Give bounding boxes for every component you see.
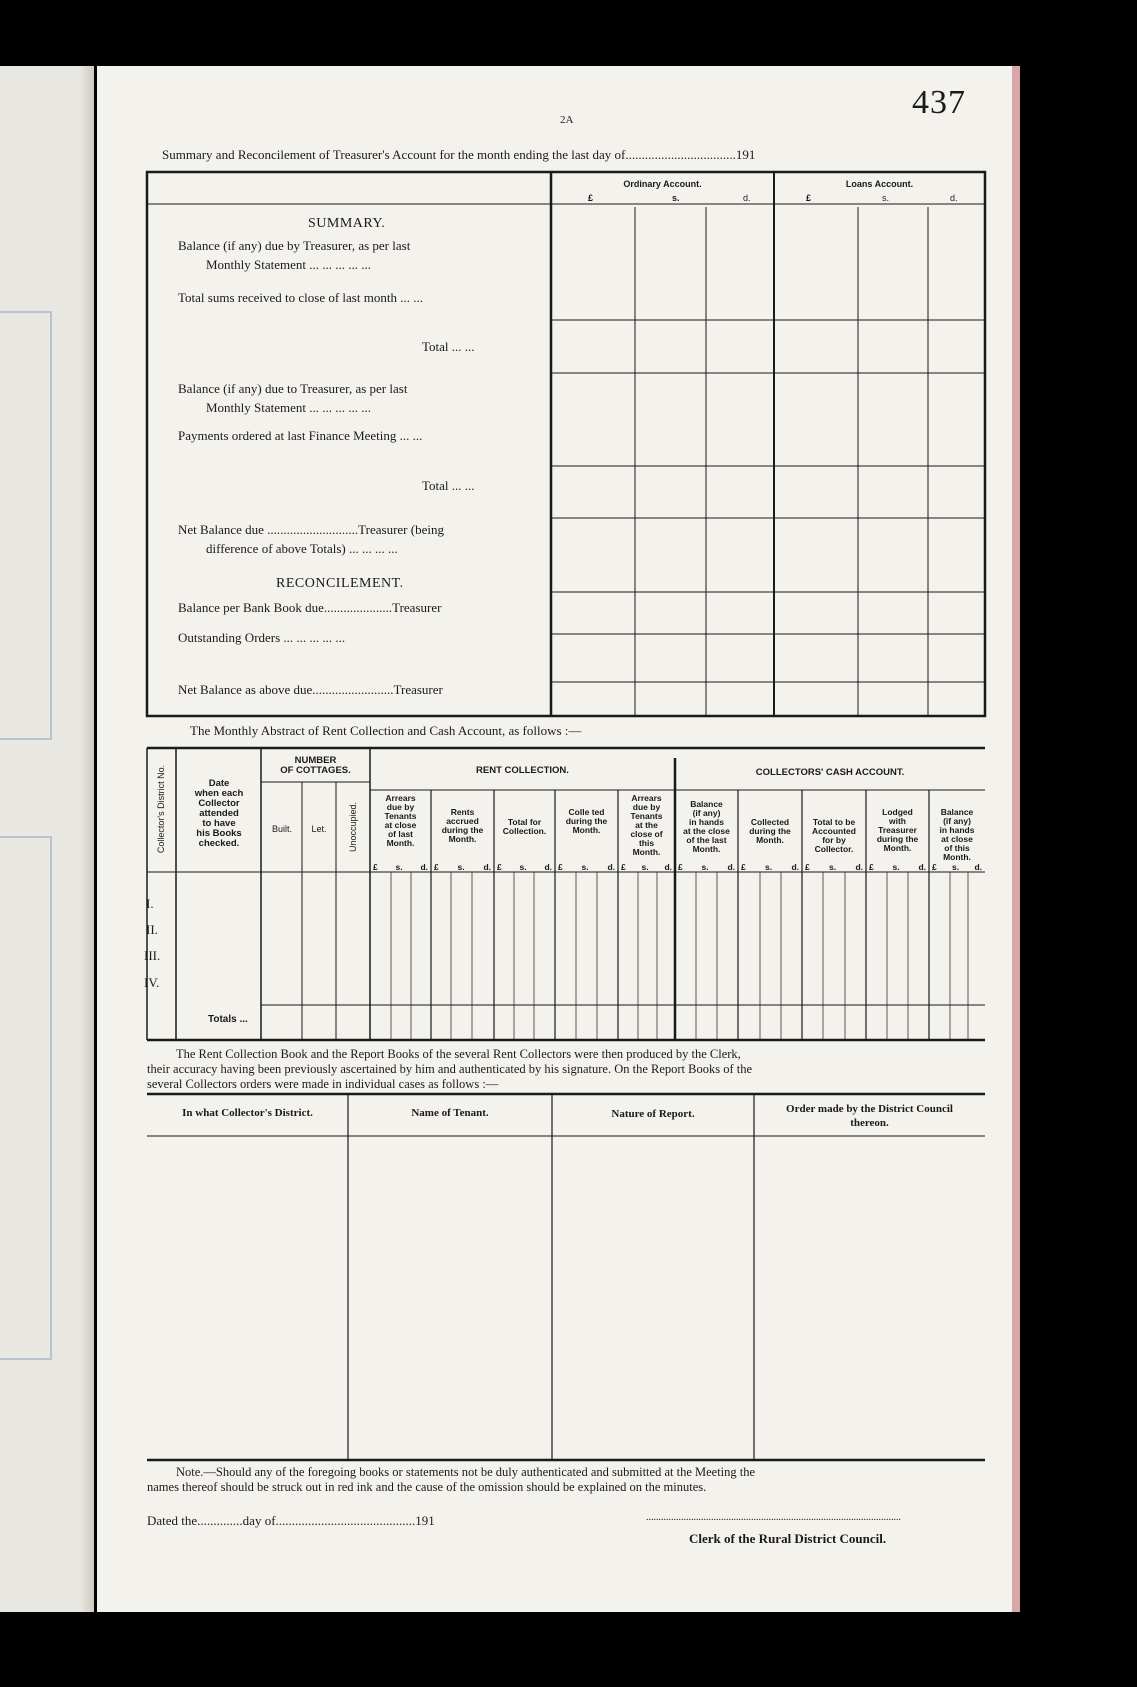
money-units: £ s. d. bbox=[434, 862, 491, 872]
loans-pound: £ bbox=[806, 193, 812, 203]
col-let: Let. bbox=[311, 824, 327, 834]
rent-col-text: during the bbox=[565, 816, 608, 826]
date-header-line: to have bbox=[202, 818, 236, 829]
rent-col-5 bbox=[618, 794, 675, 857]
money-units: £ s. d. bbox=[558, 862, 615, 872]
reconcile-line-bank-book: Balance per Bank Book due.....................Treasurer bbox=[178, 600, 442, 615]
summary-line-payments-ordered: Payments ordered at last Finance Meeting ... ... bbox=[178, 428, 423, 443]
rent-col-3 bbox=[494, 818, 555, 836]
summary-line-net-balance: Net Balance due ............................Treasurer (being bbox=[178, 522, 444, 537]
district-II: II. bbox=[146, 922, 158, 937]
summary-line-total-received: Total sums received to close of last month ... ... bbox=[178, 290, 423, 305]
money-units: £ s. d. bbox=[805, 862, 863, 872]
col-collectors-district: Collector's District No. bbox=[156, 764, 166, 854]
rent-col-text: this bbox=[638, 838, 655, 848]
cash-account-heading: COLLECTORS' CASH ACCOUNT. bbox=[755, 767, 905, 778]
rent-col-text: Month. bbox=[632, 847, 661, 857]
cash-col-text: Collected bbox=[750, 817, 790, 827]
ordinary-pound: £ bbox=[588, 193, 594, 203]
cash-col-3 bbox=[802, 818, 866, 854]
ordinary-pence: d. bbox=[743, 193, 751, 203]
cash-col-text: during the bbox=[749, 826, 791, 836]
date-header-line: when each bbox=[194, 788, 244, 799]
summary-title: Summary and Reconcilement of Treasurer's Account for the month ending the last day of..................................191 bbox=[162, 147, 756, 162]
rent-col-text: Colle ted bbox=[568, 807, 605, 817]
money-units: £ s. d. bbox=[621, 862, 672, 872]
rent-col-text: Rents bbox=[450, 807, 475, 817]
summary-line-net-balance-cont: difference of above Totals) ... ... ... ... bbox=[206, 541, 398, 556]
report-col-tenant: Name of Tenant. bbox=[411, 1107, 489, 1119]
money-units: £ s. d. bbox=[932, 862, 982, 872]
cash-col-text: at close bbox=[941, 834, 973, 844]
district-I: I. bbox=[146, 896, 154, 911]
date-header-line: checked. bbox=[198, 838, 240, 849]
report-col-district: In what Collector's District. bbox=[182, 1107, 313, 1119]
cash-col-text: Balance bbox=[940, 807, 974, 817]
district-IV: IV. bbox=[144, 975, 160, 990]
cash-col-text: Month. bbox=[943, 852, 971, 862]
cash-col-text: (if any) bbox=[692, 808, 721, 818]
summary-total-2: Total ... ... bbox=[422, 478, 475, 493]
cash-col-text: during the bbox=[876, 834, 919, 844]
cottages-header-line: NUMBER bbox=[294, 755, 337, 766]
loans-pence: d. bbox=[950, 193, 958, 203]
cash-col-text: Month. bbox=[692, 844, 721, 854]
reconcilement-heading: RECONCILEMENT. bbox=[276, 576, 404, 591]
ordinary-account-header: Ordinary Account. bbox=[623, 179, 702, 189]
report-paragraph-3: several Collectors orders were made in individual cases as follows :— bbox=[147, 1077, 499, 1091]
cash-col-text: with bbox=[889, 816, 906, 826]
rent-col-text: at the bbox=[635, 820, 658, 830]
note-line-1: Note.—Should any of the foregoing books or statements not be duly authenticated and submitted at the Meeting the bbox=[176, 1465, 756, 1479]
rent-col-text: Collection. bbox=[502, 826, 547, 836]
cash-col-text: Collector. bbox=[814, 844, 854, 854]
cash-col-text: of this bbox=[944, 843, 970, 853]
loans-shilling: s. bbox=[882, 193, 890, 203]
cash-col-5 bbox=[929, 808, 985, 862]
money-units: £ s. d. bbox=[497, 862, 552, 872]
cash-col-text: for by bbox=[822, 835, 846, 845]
reconcile-line-outstanding-orders: Outstanding Orders ... ... ... ... ... bbox=[178, 630, 346, 645]
rent-col-text: at close bbox=[384, 820, 417, 830]
cottages-header-line: OF COTTAGES. bbox=[280, 765, 351, 776]
rent-col-text: Month. bbox=[386, 838, 415, 848]
date-header-line: Date bbox=[208, 778, 230, 789]
rent-col-text: due by bbox=[632, 802, 661, 812]
date-header-line: attended bbox=[199, 808, 239, 819]
rent-col-text: due by bbox=[386, 802, 415, 812]
cottages-heading bbox=[261, 756, 370, 776]
signature-label: Clerk of the Rural District Council. bbox=[689, 1531, 887, 1546]
report-paragraph-1: The Rent Collection Book and the Report Books of the several Rent Collectors were then produced by the Clerk, bbox=[176, 1047, 741, 1061]
cash-col-text: in hands bbox=[689, 817, 724, 827]
note-line-2: names thereof should be struck out in red ink and the cause of the omission should be explained on the minutes. bbox=[147, 1480, 707, 1494]
summary-line-balance-by-treasurer: Balance (if any) due by Treasurer, as per last bbox=[178, 238, 411, 253]
cash-col-text: Month. bbox=[756, 835, 784, 845]
summary-heading: SUMMARY. bbox=[308, 216, 386, 231]
cash-col-1 bbox=[675, 800, 738, 854]
loans-account-header: Loans Account. bbox=[845, 179, 914, 189]
cash-col-text: Month. bbox=[883, 843, 912, 853]
rent-col-text: Arrears bbox=[385, 793, 416, 803]
summary-line-balance-to-treasurer: Balance (if any) due to Treasurer, as per last bbox=[178, 381, 408, 396]
rent-col-text: during the bbox=[441, 825, 484, 835]
rent-col-text: of last bbox=[387, 829, 414, 839]
report-col-order-2: thereon. bbox=[850, 1117, 889, 1129]
rent-col-1 bbox=[370, 794, 431, 848]
date-header-line: his Books bbox=[196, 828, 242, 839]
report-paragraph-2: their accuracy having been previously ascertained by him and authenticated by his signature. On the Report Books of the bbox=[147, 1062, 753, 1076]
rent-col-text: Tenants bbox=[630, 811, 663, 821]
cash-col-text: Total to be bbox=[812, 817, 856, 827]
dated-line: Dated the..............day of...........................................191 bbox=[147, 1513, 435, 1528]
summary-line-balance-to-treasurer-cont: Monthly Statement ... ... ... ... ... bbox=[206, 400, 372, 415]
col-unoccupied: Unoccupied. bbox=[348, 801, 358, 853]
rent-col-text: accrued bbox=[446, 816, 479, 826]
page-number: 437 bbox=[912, 84, 966, 121]
ordinary-shilling: s. bbox=[672, 193, 680, 203]
money-units: £ s. d. bbox=[741, 862, 799, 872]
report-col-nature: Nature of Report. bbox=[611, 1108, 695, 1120]
cash-col-4 bbox=[866, 808, 929, 853]
abstract-intro: The Monthly Abstract of Rent Collection and Cash Account, as follows :— bbox=[190, 723, 582, 738]
reconcile-line-net-balance: Net Balance as above due.........................Treasurer bbox=[178, 682, 443, 697]
totals-label: Totals ... bbox=[208, 1014, 248, 1025]
rent-col-text: Month. bbox=[448, 834, 477, 844]
cash-col-text: at the close bbox=[683, 826, 730, 836]
cash-col-text: of the last bbox=[686, 835, 727, 845]
cash-col-text: Balance bbox=[690, 799, 723, 809]
rent-col-text: Total for bbox=[507, 817, 542, 827]
col-date-checked bbox=[178, 779, 260, 849]
district-III: III. bbox=[144, 948, 161, 963]
summary-total-1: Total ... ... bbox=[422, 339, 475, 354]
rent-col-text: close of bbox=[630, 829, 663, 839]
money-units: £ s. d. bbox=[678, 862, 735, 872]
money-units: £ s. d. bbox=[373, 862, 428, 872]
col-built: Built. bbox=[271, 824, 292, 834]
cash-col-text: (if any) bbox=[943, 816, 971, 826]
rent-col-2 bbox=[431, 808, 494, 844]
rent-col-text: Tenants bbox=[384, 811, 417, 821]
money-units: £ s. d. bbox=[869, 862, 926, 872]
cash-col-2 bbox=[738, 818, 802, 845]
rent-col-4 bbox=[555, 808, 618, 835]
date-header-line: Collector bbox=[198, 798, 240, 809]
cash-col-text: Lodged bbox=[882, 807, 913, 817]
sheet-mark: 2A bbox=[560, 114, 574, 126]
summary-line-balance-by-treasurer-cont: Monthly Statement ... ... ... ... ... bbox=[206, 257, 372, 272]
report-col-order-1: Order made by the District Council bbox=[786, 1103, 953, 1115]
rent-col-text: Arrears bbox=[631, 793, 662, 803]
signature-dots: ...................................................................................................... bbox=[646, 1512, 901, 1523]
rent-collection-heading: RENT COLLECTION. bbox=[476, 765, 569, 776]
cash-col-text: Accounted bbox=[812, 826, 856, 836]
cash-col-text: in hands bbox=[939, 825, 975, 835]
cash-col-text: Treasurer bbox=[878, 825, 917, 835]
rent-col-text: Month. bbox=[572, 825, 601, 835]
